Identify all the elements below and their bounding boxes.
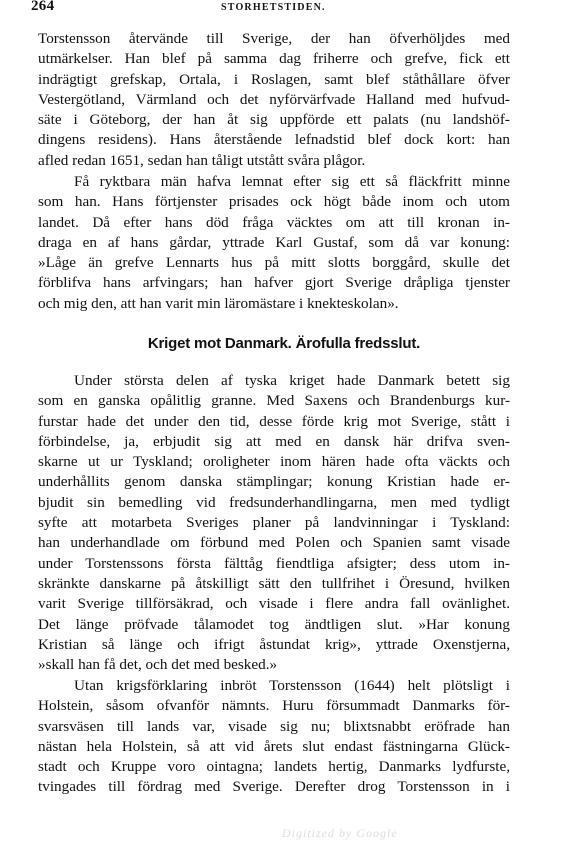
text-line: syfte att motarbeta Sveriges planer på landvinningar i Tyskland: xyxy=(38,514,510,532)
text-line: förblifva hans arfvingars; han hafver gjort Sverige dråpliga tjenster xyxy=(38,274,510,292)
paragraph xyxy=(38,676,510,798)
text-line: Få ryktbara män hafva lemnat efter sig ett så fläckfritt minne xyxy=(74,173,510,190)
text-line: draga en af hans gårdar, yttrade Karl Gustaf, som då var konung: xyxy=(38,233,510,251)
text-line: afled redan 1651, sedan han tåligt utstått svåra plågor. xyxy=(38,151,366,169)
text-line: landet. Då efter hans död fråga väcktes om att till kronan in- xyxy=(38,213,510,231)
text-line: Holstein, såsom ofvanför nämnts. Huru försummadt Danmarks för- xyxy=(38,697,510,715)
text-line: dingens residens). Hans återstående lefnadstid blef dock kort: han xyxy=(38,131,510,149)
text-line: skarne ut ur Tyskland; oroligheter inom hären hade ofta väckts och xyxy=(38,453,510,471)
page-header xyxy=(31,0,527,16)
text-line: Torstensson återvände till Sverige, der han öfverhöljdes med xyxy=(38,30,510,47)
section-heading: Kriget mot Danmark. Ärofulla fredsslut. xyxy=(147,335,421,352)
page-number: 264 xyxy=(31,0,55,14)
text-line: underhållits genom danska stämplingar; konung Kristian hade er- xyxy=(38,473,510,491)
text-line: varit Sverige tillförsäkrad, och visade i flere andra fall ovänlighet. xyxy=(38,595,510,613)
paragraph xyxy=(38,29,510,171)
text-line: stadt och Kruppe voro ointagna; landets hertig, Danmarks lydfurste, xyxy=(38,758,510,776)
text-line: skränkte danskarne på åtskilligt sätt den tullfrihet i Öresund, hvilken xyxy=(38,574,510,592)
paragraph xyxy=(38,371,510,675)
text-line: »Låge än grefve Lennarts hus på mitt slotts borggård, skulle det xyxy=(38,254,510,272)
text-line: och mig den, att han varit min läromästare i knekteskolan». xyxy=(38,294,399,312)
text-line: Utan krigsförklaring inbröt Torstensson (1644) helt plötsligt i xyxy=(74,677,510,694)
text-line: Under största delen af tyska kriget hade Danmark betett sig xyxy=(74,372,510,389)
text-line: som en ganska opålitlig granne. Med Saxens och Brandenburgs kur- xyxy=(38,392,510,410)
text-line: säte i Göteborg, der han åt sig uppförde ett palats (nu landshöf- xyxy=(38,111,510,129)
text-line: tvingades till fördrag med Sverige. Derefter drog Torstensson in i xyxy=(38,778,510,796)
text-line: svarsväsen till lands var, visade sig nu; blixtsnabbt eröfrade han xyxy=(38,717,510,735)
running-head: STORHETSTIDEN. xyxy=(221,2,326,13)
text-line: »skall han få det, och det med besked.» xyxy=(38,656,278,674)
text-line: furstar hade det under den tid, desse förde krig mot Sverige, stått i xyxy=(38,412,510,430)
text-line: indrägtigt grefskap, Ortala, i Roslagen, samt blef ståthållare öfver xyxy=(38,70,510,88)
text-line: Kristian så länge och ifrigt åstundat krig», yttrade Oxenstjerna, xyxy=(38,635,510,653)
text-line: bjudit sin bemedling vid fredsunderhandlingarna, men med tydligt xyxy=(38,493,510,511)
text-line: under Torstenssons första fälttåg fiendtliga afsigter; dess utom in- xyxy=(38,554,510,572)
paragraph xyxy=(38,172,510,314)
text-line: som han. Hans förtjenster prisades ock högt både inom och utom xyxy=(38,193,510,211)
text-line: Det länge pröfvade tålamodet tog ändtligen slut. »Har konung xyxy=(38,615,510,633)
text-line: nästan hela Holstein, så att vid årets slut endast fästningarna Glück- xyxy=(38,737,510,755)
watermark: Digitized by Google xyxy=(282,826,398,840)
text-line: utmärkelser. Han blef på samma dag friherre och grefve, fick ett xyxy=(38,50,510,68)
text-line: förbindelse, ja, erbjudit sig att med en dansk här drifva sven- xyxy=(38,432,510,450)
text-line: Vestergötland, Värmland och det nyförvärfvade Halland med hufvud- xyxy=(38,90,510,108)
text-line: han underhandlade om förbund med Polen och Spanien samt visade xyxy=(38,534,510,552)
